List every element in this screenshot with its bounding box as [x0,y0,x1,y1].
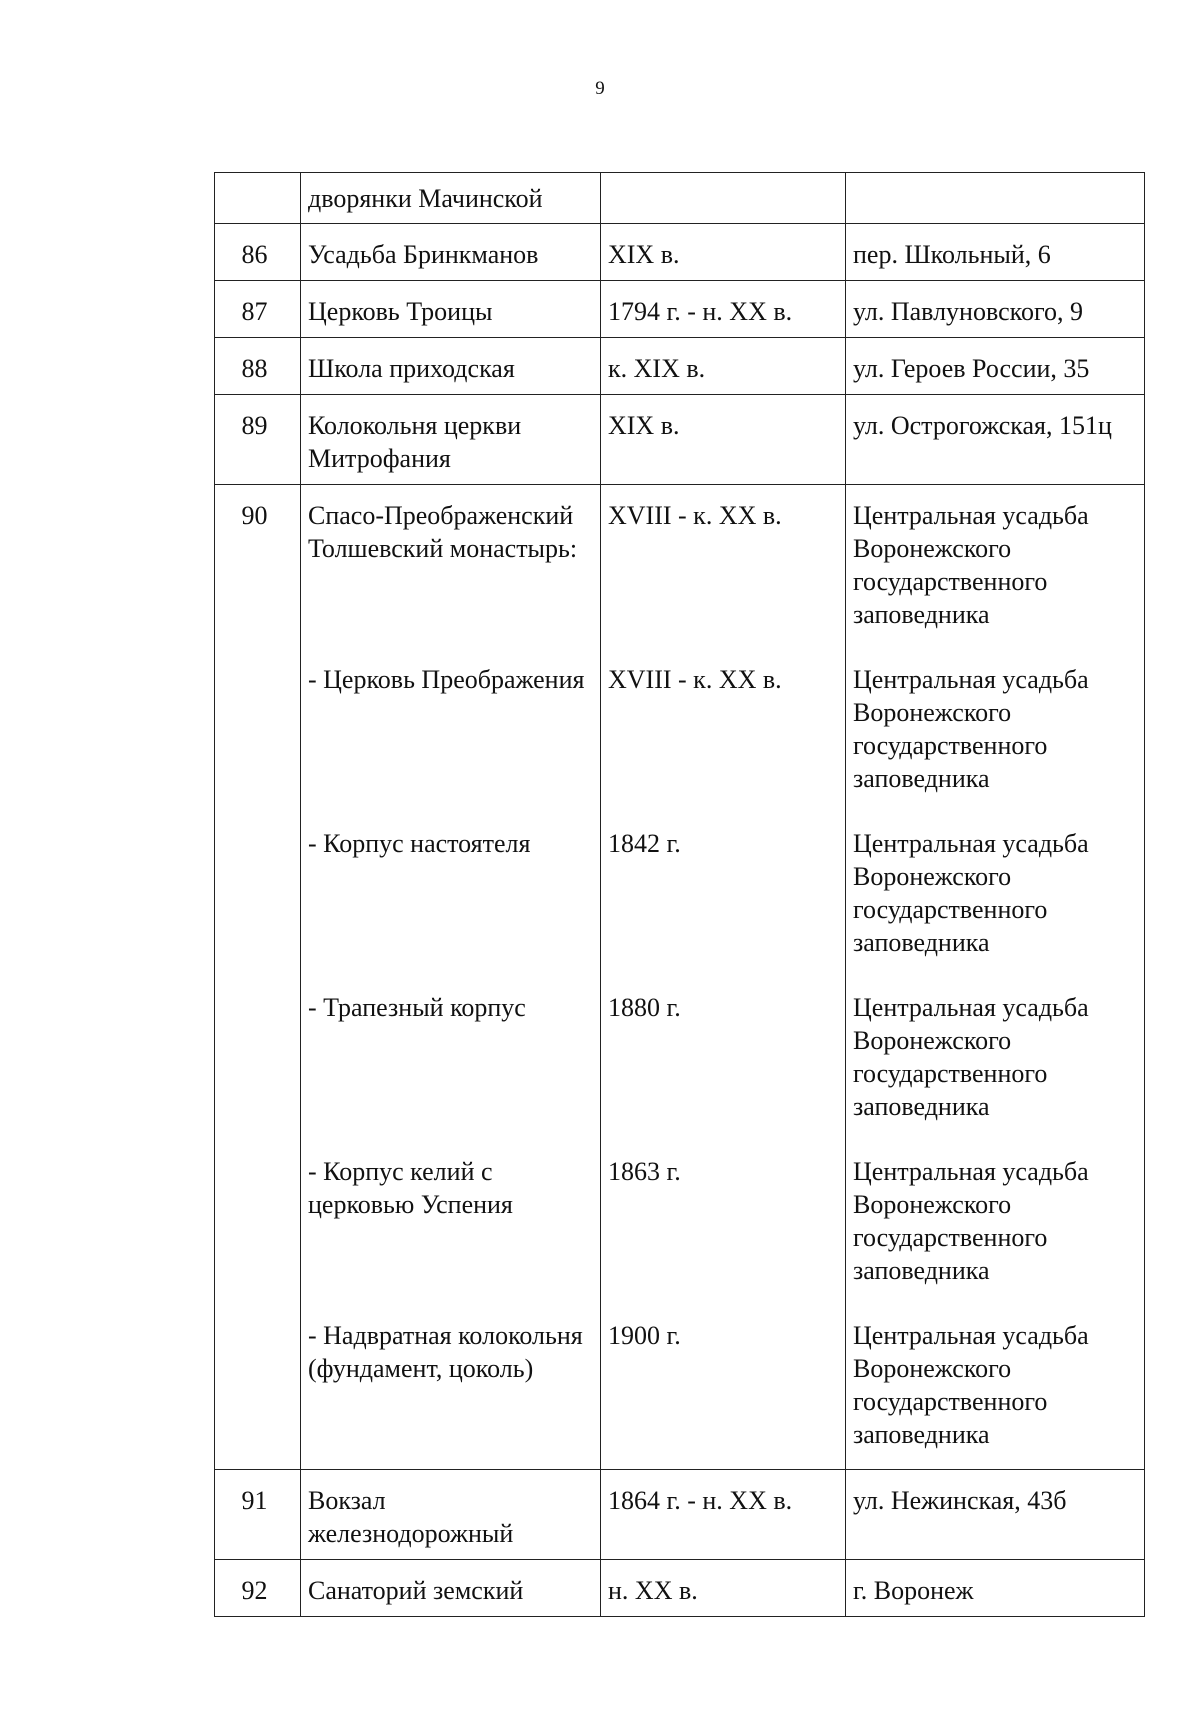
table-row-continuation [215,173,1145,224]
row-number-cell: 90 [215,485,301,1470]
sub-item-date: 1900 г. [608,1321,681,1350]
sub-item-address: Центральная усадьба Воронежского государственного заповедника [853,501,1089,629]
object-name-cell [301,485,601,1470]
row-number-cell: 91 [215,1470,301,1560]
date-cell: 1794 г. - н. XX в. [601,281,846,338]
address-cell: г. Воронеж [846,1560,1145,1617]
sub-item-name: Спасо-Преображенский Толшевский монастырь: [308,501,578,563]
table-row [215,281,1145,338]
sub-item-date: 1863 г. [608,1157,681,1186]
row-number-cell: 86 [215,224,301,281]
date-cell: XIX в. [601,224,846,281]
table-row [215,224,1145,281]
sub-item-name: - Надвратная колокольня (фундамент, цоколь) [308,1321,583,1383]
object-name-cell: Вокзал железнодорожный [301,1470,601,1560]
address-cell: пер. Школьный, 6 [846,224,1145,281]
table-row [215,1560,1145,1617]
object-name-cell: Церковь Троицы [301,281,601,338]
table-row [215,338,1145,395]
sub-item-name: - Церковь Преображения [308,665,585,694]
sub-item-address: Центральная усадьба Воронежского государственного заповедника [853,829,1089,957]
object-name-cell: Школа приходская [301,338,601,395]
date-cell: XIX в. [601,395,846,485]
date-cell: к. XIX в. [601,338,846,395]
page-number: 9 [595,78,605,99]
date-cell [601,485,846,1470]
sub-item-name: - Трапезный корпус [308,993,526,1022]
sub-item-name: - Корпус настоятеля [308,829,531,858]
object-name-cell: Колокольня церкви Митрофания [301,395,601,485]
object-name-cell: Усадьба Бринкманов [301,224,601,281]
sub-item-date: XVIII - к. XX в. [608,665,782,694]
table-row-monastery [215,485,1145,1470]
address-cell: ул. Павлуновского, 9 [846,281,1145,338]
date-cell: 1864 г. - н. XX в. [601,1470,846,1560]
address-cell: ул. Острогожская, 151ц [846,395,1145,485]
object-name-cell: дворянки Мачинской [301,173,601,224]
sub-item-address: Центральная усадьба Воронежского государственного заповедника [853,993,1089,1121]
row-number-cell [215,173,301,224]
table-row [215,1470,1145,1560]
sub-item-address: Центральная усадьба Воронежского государственного заповедника [853,665,1089,793]
row-number-cell: 92 [215,1560,301,1617]
date-cell: н. XX в. [601,1560,846,1617]
row-number-cell: 88 [215,338,301,395]
sub-item-date: XVIII - к. XX в. [608,501,782,530]
sub-item-date: 1880 г. [608,993,681,1022]
date-cell [601,173,846,224]
sub-item-name: - Корпус келий с церковью Успения [308,1157,513,1219]
address-cell [846,485,1145,1470]
object-name-cell: Санаторий земский [301,1560,601,1617]
heritage-register-table [214,172,1145,1617]
sub-item-address: Центральная усадьба Воронежского государственного заповедника [853,1157,1089,1285]
row-number-cell: 87 [215,281,301,338]
table-row [215,395,1145,485]
sub-item-date: 1842 г. [608,829,681,858]
row-number-cell: 89 [215,395,301,485]
address-cell: ул. Героев России, 35 [846,338,1145,395]
address-cell: ул. Нежинская, 43б [846,1470,1145,1560]
sub-item-address: Центральная усадьба Воронежского государственного заповедника [853,1321,1089,1449]
address-cell [846,173,1145,224]
